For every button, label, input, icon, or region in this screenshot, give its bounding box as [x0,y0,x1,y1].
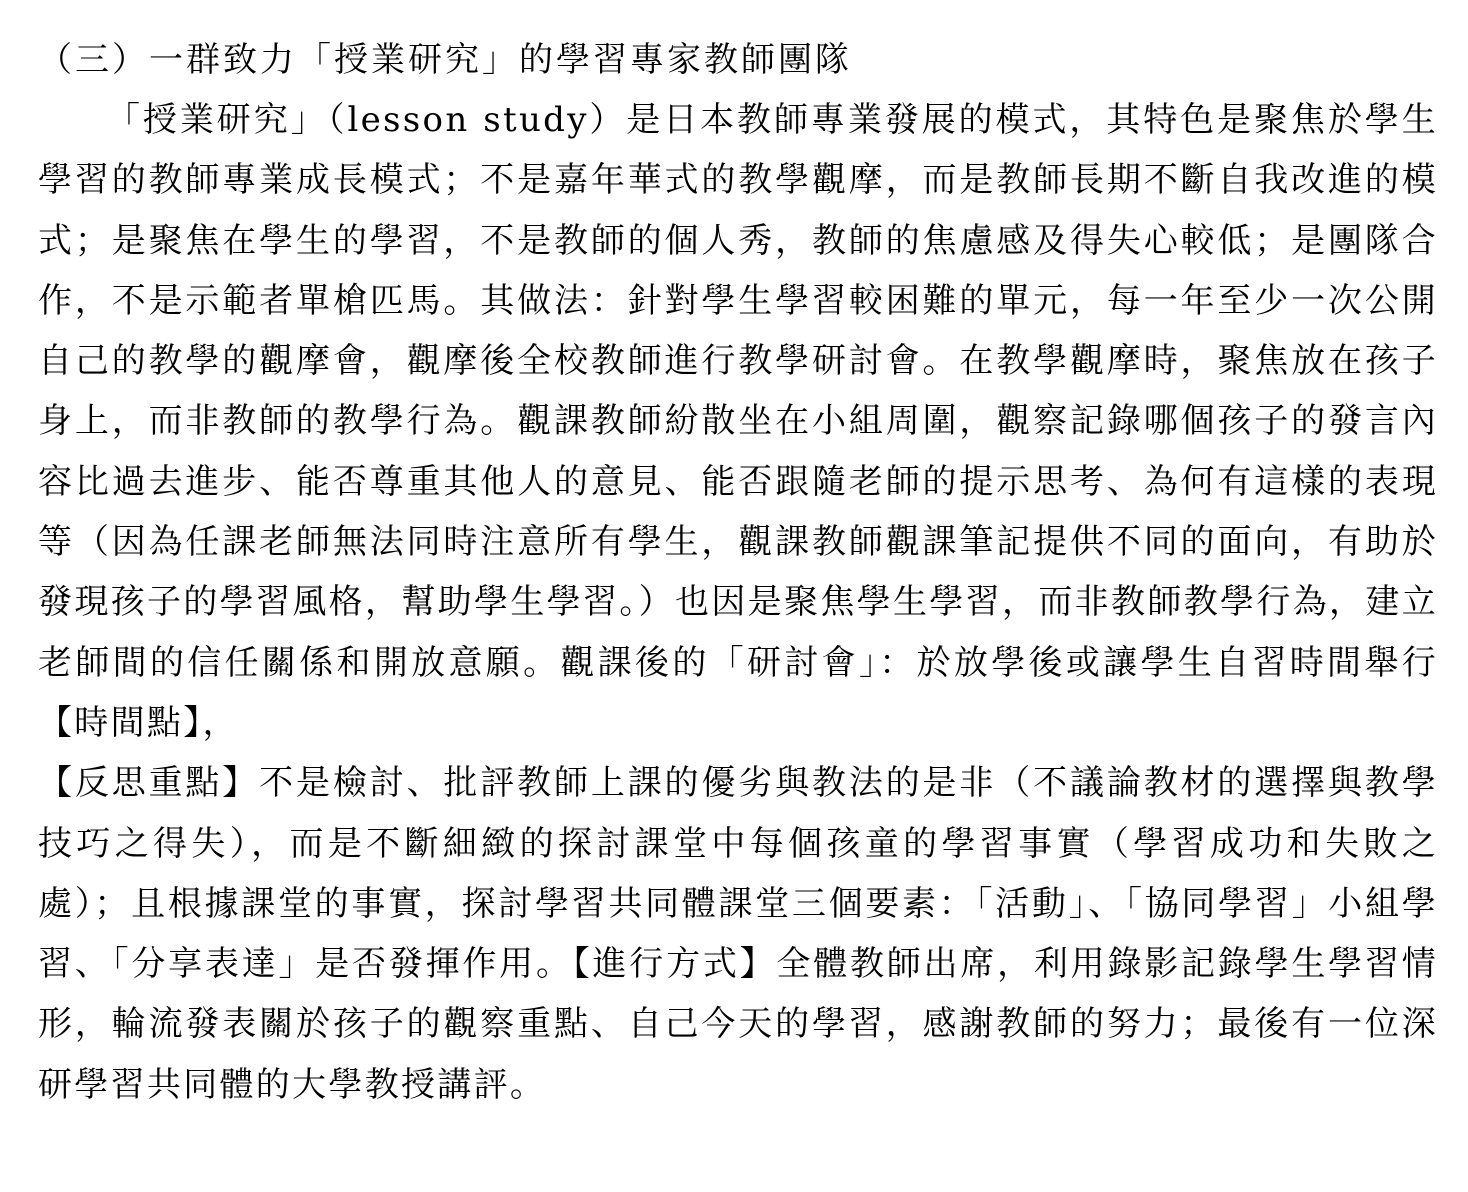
section-heading: （三）一群致力「授業研究」的學習專家教師團隊 [38,40,852,80]
paragraph-reflection: 【反思重點】不是檢討、批評教師上課的優劣與教法的是非（不議論教材的選擇與教學技巧之得失），而是不斷細緻的探討課堂中每個孩童的學習事實（學習成功和失敗之處）；且根據課堂的事實，探討學習共同體課堂三個要素：「活動」、「協同學習」小組學習、「分享表達」是否發揮作用。【進行方式】全體教師出席，利用錄影記錄學生學習情形，輪流發表關於孩子的觀察重點、自己今天的學習，感謝教師的努力；最後有一位深研學習共同體的大學教授講評。 [38,763,1438,1105]
document-page [38,36,1438,1115]
paragraph-lesson-study: 「授業研究」（lesson study）是日本教師專業發展的模式，其特色是聚焦於學生學習的教師專業成長模式；不是嘉年華式的教學觀摩，而是教師長期不斷自我改進的模式；是聚焦在學生的學習，不是教師的個人秀，教師的焦慮感及得失心較低；是團隊合作，不是示範者單槍匹馬。其做法：針對學生學習較困難的單元，每一年至少一次公開自己的教學的觀摩會，觀摩後全校教師進行教學研討會。在教學觀摩時，聚焦放在孩子身上，而非教師的教學行為。觀課教師紛散坐在小組周圍，觀察記錄哪個孩子的發言內容比過去進步、能否尊重其他人的意見、能否跟隨老師的提示思考、為何有這樣的表現等（因為任課老師無法同時注意所有學生，觀課教師觀課筆記提供不同的面向，有助於發現孩子的學習風格，幫助學生學習。）也因是聚焦學生學習，而非教師教學行為，建立老師間的信任關係和開放意願。觀課後的「研討會」：於放學後或讓學生自習時間舉行【時間點】， [38,100,1438,743]
